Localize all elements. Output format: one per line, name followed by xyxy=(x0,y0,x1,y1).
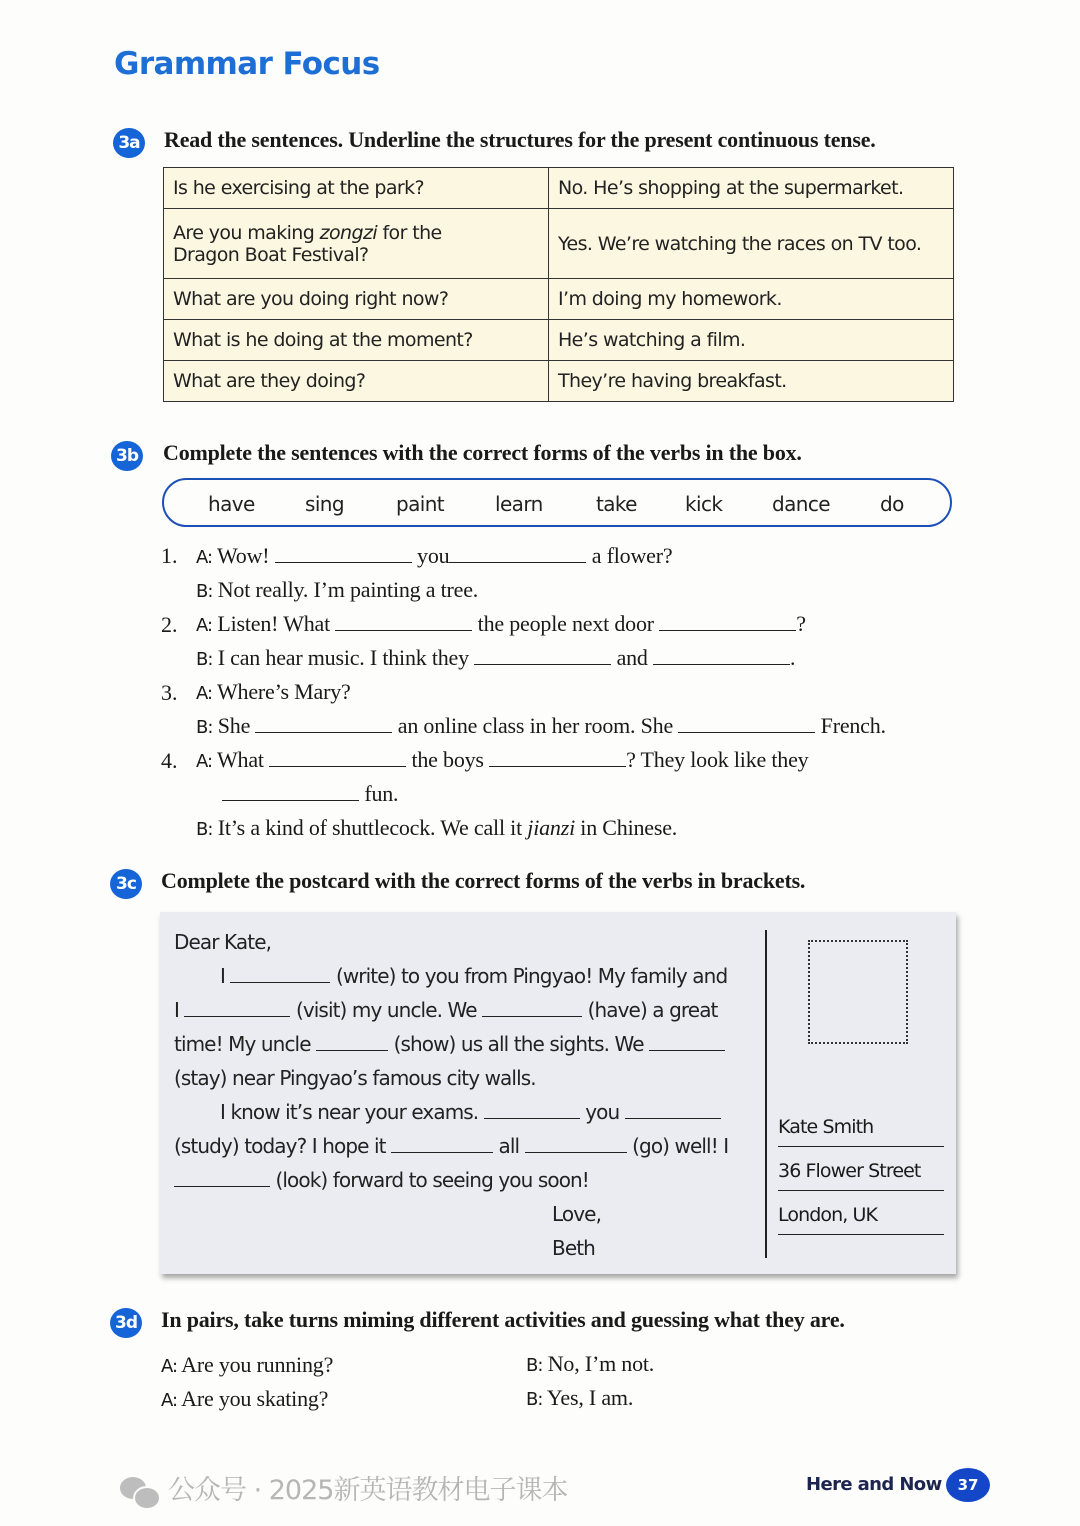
postcard-line xyxy=(174,1032,725,1056)
dialogue-text: Are you skating? xyxy=(181,1386,329,1411)
address-line: London, UK xyxy=(778,1204,944,1235)
italic-term: jianzi xyxy=(527,815,575,840)
answer-cell: I’m doing my homework. xyxy=(549,279,954,320)
postcard-text: I know it’s near your exams. xyxy=(220,1100,479,1124)
sentence-text: ? They look like they xyxy=(626,747,809,772)
postcard-line xyxy=(174,1134,728,1158)
item-number: 4. xyxy=(161,748,178,773)
postcard-divider xyxy=(765,930,767,1258)
dialogue-text: Yes, I am. xyxy=(546,1385,634,1410)
answer-blank[interactable] xyxy=(449,561,586,563)
dialogue-text: No, I’m not. xyxy=(547,1351,655,1376)
item-4-line-a-cont xyxy=(222,781,398,807)
postcard-text: (go) well! I xyxy=(632,1134,729,1158)
sentence-text: an online class in her room. She xyxy=(397,713,674,738)
verb-word: learn xyxy=(495,492,543,516)
answer-blank[interactable] xyxy=(391,1152,493,1153)
postcard-closing: Love, xyxy=(552,1202,602,1226)
sentence-text: you xyxy=(417,543,450,568)
stamp-placeholder xyxy=(808,940,908,1044)
sentence-text: French. xyxy=(820,713,886,738)
instruction-3b: Complete the sentences with the correct forms of the verbs in the box. xyxy=(163,440,802,465)
speaker-label: B: xyxy=(196,581,213,602)
speaker-label: A: xyxy=(196,683,213,704)
item-2-line-b xyxy=(196,645,795,671)
unit-title: Here and Now xyxy=(806,1474,942,1495)
dialogue-line-b xyxy=(526,1385,633,1411)
table-row xyxy=(164,279,954,320)
dialogue-line-b xyxy=(526,1351,654,1377)
italic-term: zongzi xyxy=(319,221,378,244)
question-cell: What are they doing? xyxy=(164,361,549,402)
postcard-text: time! My uncle xyxy=(174,1032,311,1056)
sentence-text: and xyxy=(616,645,648,670)
answer-blank[interactable] xyxy=(174,1186,270,1187)
watermark-text: 公众号 · 2025新英语教材电子课本 xyxy=(168,1475,568,1506)
answer-blank[interactable] xyxy=(484,1118,580,1119)
watermark xyxy=(120,1468,567,1507)
answer-blank[interactable] xyxy=(653,663,790,665)
verb-box xyxy=(162,478,952,527)
address-line: 36 Flower Street xyxy=(778,1160,944,1191)
postcard-text: (study) today? I hope it xyxy=(174,1134,386,1158)
answer-blank[interactable] xyxy=(184,1016,290,1017)
postcard-line xyxy=(220,964,727,988)
answer-blank[interactable] xyxy=(482,1016,582,1017)
sentence-text: fun. xyxy=(364,781,399,806)
question-cell: What is he doing at the moment? xyxy=(164,320,549,361)
speaker-label: A: xyxy=(196,615,213,636)
postcard-text: (look) forward to seeing you soon! xyxy=(275,1168,589,1192)
section-badge-3b: 3b xyxy=(111,441,143,471)
grammar-table xyxy=(163,167,954,402)
item-number: 2. xyxy=(161,612,178,637)
answer-blank[interactable] xyxy=(525,1152,627,1153)
instruction-3c: Complete the postcard with the correct forms of the verbs in brackets. xyxy=(161,868,806,893)
section-badge-3d: 3d xyxy=(110,1308,142,1338)
answer-blank[interactable] xyxy=(649,1050,725,1051)
verb-word: dance xyxy=(772,492,830,516)
speaker-label: A: xyxy=(196,547,213,568)
verb-word: do xyxy=(880,492,904,516)
table-row xyxy=(164,209,954,279)
verb-word: take xyxy=(596,492,637,516)
question-cell: What are you doing right now? xyxy=(164,279,549,320)
postcard-line: (stay) near Pingyao’s famous city walls. xyxy=(174,1066,536,1090)
answer-cell: Yes. We’re watching the races on TV too. xyxy=(549,209,954,279)
item-4-line-a xyxy=(196,747,808,773)
speaker-label: B: xyxy=(196,649,213,670)
verb-word: kick xyxy=(685,492,723,516)
address-line: Kate Smith xyxy=(778,1116,944,1147)
speaker-label: A: xyxy=(161,1390,178,1411)
section-badge-3c: 3c xyxy=(110,869,142,899)
question-text: Are you making xyxy=(173,221,320,244)
postcard-text: (have) a great xyxy=(587,998,718,1022)
item-number: 3. xyxy=(161,680,178,705)
sentence-text: What xyxy=(216,747,264,772)
answer-blank[interactable] xyxy=(659,629,796,631)
instruction-3a: Read the sentences. Underline the structures for the present continuous tense. xyxy=(164,127,876,152)
answer-blank[interactable] xyxy=(269,765,406,767)
question-text: Dragon Boat Festival? xyxy=(173,243,369,266)
item-number: 1. xyxy=(161,543,178,568)
speaker-label: A: xyxy=(196,751,213,772)
table-row xyxy=(164,361,954,402)
postcard xyxy=(160,912,956,1274)
sentence-text: Where’s Mary? xyxy=(216,679,351,704)
dialogue-text: Are you running? xyxy=(181,1352,334,1377)
sentence-text: Listen! What xyxy=(217,611,331,636)
answer-blank[interactable] xyxy=(316,1050,388,1051)
question-text: for the xyxy=(377,221,442,244)
answer-blank[interactable] xyxy=(255,731,392,733)
dialogue-line-a xyxy=(161,1352,333,1378)
sentence-text: the boys xyxy=(411,747,484,772)
sentence-text: She xyxy=(217,713,251,738)
sentence-text: Not really. I’m painting a tree. xyxy=(217,577,479,602)
postcard-line xyxy=(174,1168,589,1192)
answer-cell: They’re having breakfast. xyxy=(549,361,954,402)
postcard-text: I xyxy=(220,964,225,988)
verb-word: have xyxy=(208,492,255,516)
item-1-line-b xyxy=(196,577,478,603)
answer-blank[interactable] xyxy=(625,1118,721,1119)
postcard-signature: Beth xyxy=(552,1236,595,1260)
postcard-text: all xyxy=(498,1134,520,1158)
item-1-line-a xyxy=(196,543,672,569)
postcard-text: (visit) my uncle. We xyxy=(295,998,477,1022)
sentence-text: It’s a kind of shuttlecock. We call it xyxy=(217,815,528,840)
answer-blank[interactable] xyxy=(335,629,472,631)
wechat-icon xyxy=(120,1477,160,1507)
page-title: Grammar Focus xyxy=(114,46,380,82)
dialogue-line-a xyxy=(161,1386,328,1412)
sentence-text: a flower? xyxy=(591,543,673,568)
sentence-text: Wow! xyxy=(216,543,270,568)
table-row xyxy=(164,320,954,361)
postcard-line xyxy=(220,1100,721,1124)
sentence-text: I can hear music. I think they xyxy=(217,645,469,670)
sentence-text: the people next door xyxy=(477,611,654,636)
section-badge-3a: 3a xyxy=(113,128,145,158)
item-2-line-a xyxy=(196,611,806,637)
answer-blank[interactable] xyxy=(222,799,359,801)
answer-blank[interactable] xyxy=(678,731,815,733)
sentence-text: in Chinese. xyxy=(575,815,678,840)
speaker-label: B: xyxy=(196,717,213,738)
item-4-line-b xyxy=(196,815,677,841)
instruction-3d: In pairs, take turns miming different activities and guessing what they are. xyxy=(161,1307,845,1332)
speaker-label: B: xyxy=(526,1389,543,1410)
postcard-text: (show) us all the sights. We xyxy=(393,1032,644,1056)
verb-word: sing xyxy=(305,492,344,516)
postcard-line xyxy=(174,998,718,1022)
speaker-label: B: xyxy=(526,1355,543,1376)
table-row xyxy=(164,168,954,209)
answer-blank[interactable] xyxy=(489,765,626,767)
question-cell xyxy=(164,209,549,279)
answer-blank[interactable] xyxy=(474,663,611,665)
verb-word: paint xyxy=(396,492,445,516)
answer-cell: He’s watching a film. xyxy=(549,320,954,361)
answer-cell: No. He’s shopping at the supermarket. xyxy=(549,168,954,209)
postcard-text: I xyxy=(174,998,179,1022)
postcard-text: you xyxy=(585,1100,620,1124)
item-3-line-b xyxy=(196,713,886,739)
speaker-label: A: xyxy=(161,1356,178,1377)
speaker-label: B: xyxy=(196,819,213,840)
page-number: 37 xyxy=(946,1468,990,1502)
sentence-text: ? xyxy=(796,611,806,636)
postcard-text: (write) to you from Pingyao! My family and xyxy=(335,964,728,988)
answer-blank[interactable] xyxy=(230,982,330,983)
postcard-greeting: Dear Kate, xyxy=(174,930,272,954)
item-3-line-a xyxy=(196,679,351,705)
sentence-text: . xyxy=(790,645,796,670)
answer-blank[interactable] xyxy=(275,561,412,563)
question-cell: Is he exercising at the park? xyxy=(164,168,549,209)
